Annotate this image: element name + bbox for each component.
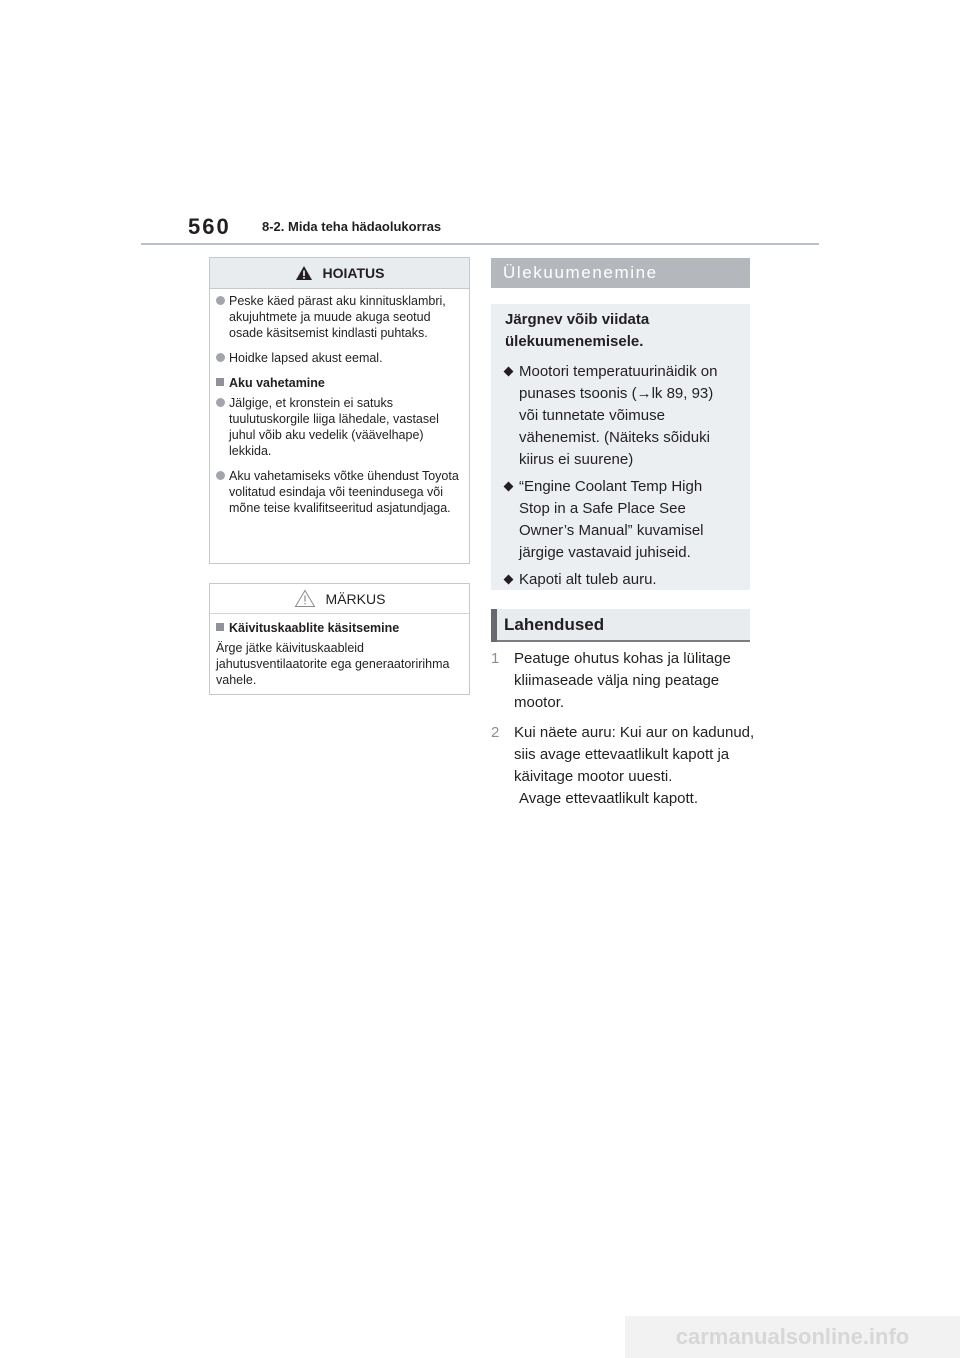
step-text: Kui näete auru: Kui aur on kadunud, siis avage ettevaatlikult kapott ja käivitage mootor uuesti. (514, 724, 755, 785)
square-bullet-icon (216, 378, 224, 386)
bullet-dot-icon (216, 471, 225, 480)
bullet-dot-icon (216, 398, 225, 407)
page-number: 560 (188, 214, 231, 239)
bullet-dot-icon (216, 296, 225, 305)
heading-accent (491, 609, 497, 642)
overheating-item: Kapoti alt tuleb auru. (505, 569, 736, 591)
overheating-item: “Engine Coolant Temp High Stop in a Safe Place See Owner’s Manual” kuvamisel järgige vastavaid juhiseid. (505, 476, 736, 564)
warning-body (210, 289, 469, 516)
solutions-heading (491, 609, 750, 642)
warning-item: Hoidke lapsed akust eemal. (216, 350, 463, 366)
diamond-bullet-icon (504, 367, 514, 377)
notice-body (210, 614, 469, 688)
square-bullet-icon (216, 623, 224, 631)
overheating-item: Mootori temperatuurinäidik on punases tsoonis (→lk 89, 93) või tunnetate võimuse vähenemist. (Näiteks sõiduki kiirus ei suurene) (505, 361, 736, 471)
notice-title: MÄRKUS (325, 590, 386, 607)
overheating-band: Ülekuumenemine (491, 258, 750, 288)
notice-header (210, 584, 469, 614)
warning-triangle-icon (295, 265, 313, 281)
step-text: Peatuge ohutus kohas ja lülitage kliimaseade välja ning peatage mootor. (514, 650, 731, 711)
warning-item: Jälgige, et kronstein ei satuks tuulutuskorgile liiga lähedale, vastasel juhul võib aku vedelik (väävelhape) lekkida. (216, 395, 463, 459)
watermark: carmanualsonline.info (625, 1316, 960, 1358)
notice-subheading: Käivituskaablite käsitsemine (216, 620, 463, 636)
notice-box (209, 583, 470, 695)
warning-subheading: Aku vahetamine (216, 375, 463, 391)
step-number: 1 (491, 650, 500, 667)
diamond-bullet-icon (504, 482, 514, 492)
step-number: 2 (491, 724, 500, 741)
warning-box (209, 257, 470, 564)
solutions-title: Lahendused (504, 615, 605, 634)
section-title: 8-2. Mida teha hädaolukorras (262, 219, 442, 234)
warning-header (210, 258, 469, 289)
step-item (491, 722, 761, 810)
warning-item: Peske käed pärast aku kinnitusklambri, akujuhtmete ja muude akuga seotud osade käsitsemist kindlasti puhtaks. (216, 293, 463, 341)
overheating-panel (491, 304, 750, 590)
warning-item: Aku vahetamiseks võtke ühendust Toyota volitatud esindaja või teenindusega või mõne teise kvalifitseeritud asjatundjaga. (216, 468, 463, 516)
bullet-dot-icon (216, 353, 225, 362)
step-item (491, 648, 761, 714)
solution-steps (491, 648, 761, 818)
overheating-intro: Järgnev võib viidata ülekuumenemisele. (505, 311, 650, 350)
caution-outline-icon (294, 589, 316, 608)
step-extra: Avage ettevaatlikult kapott. (519, 790, 699, 807)
header-rule (141, 243, 819, 245)
diamond-bullet-icon (504, 575, 514, 585)
notice-text: Ärge jätke käivituskaableid jahutusventilaatorite ega generaatoririhma vahele. (216, 641, 450, 687)
warning-title: HOIATUS (322, 265, 385, 281)
